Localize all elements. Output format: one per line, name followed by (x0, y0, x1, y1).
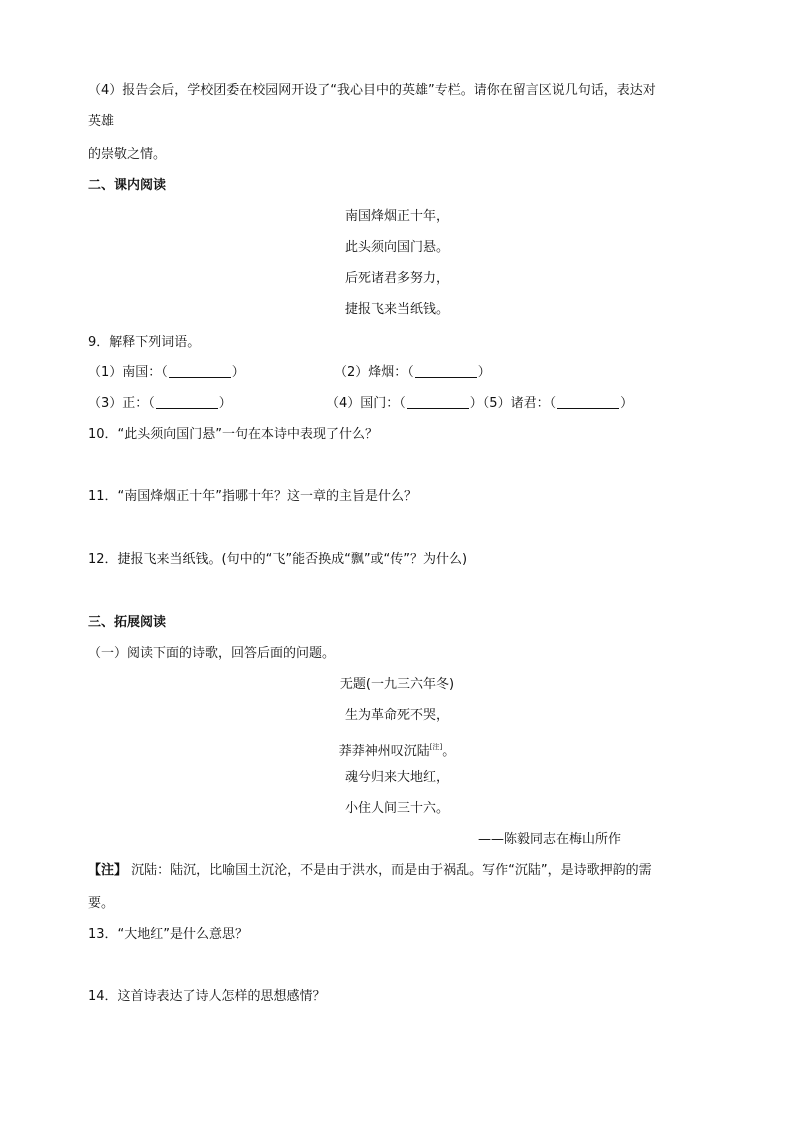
q10: 10．“此头须向国门悬”一句在本诗中表现了什么？ (88, 427, 379, 442)
note-line2: 要。 (88, 896, 115, 911)
poem-line: 小住人间三十六。 (344, 801, 449, 816)
q12: 12．捷报飞来当纸钱。(句中的“飞”能否换成“飘”或“传”？为什么) (88, 552, 468, 567)
poem-line: 南国烽烟正十年， (344, 209, 449, 224)
q9-item-4-5: （4）国门：（ ）（5）诸君：（ ） (326, 396, 634, 411)
section3-sub: （一）阅读下面的诗歌，回答后面的问题。 (88, 646, 336, 661)
poem-line: 捷报飞来当纸钱。 (344, 302, 449, 317)
q14: 14．这首诗表达了诗人怎样的思想感情？ (88, 989, 326, 1004)
answer-blank[interactable] (169, 365, 231, 378)
q8-4-line1: （4）报告会后，学校团委在校园网开设了“我心目中的英雄”专栏。请你在留言区说几句话，表达对 (88, 83, 656, 98)
q8-4-line2: 英雄 (88, 114, 115, 129)
q13: 13．“大地红”是什么意思？ (88, 927, 249, 942)
poem-line: 生为革命死不哭， (344, 708, 449, 723)
note-mark: [注] (429, 743, 443, 751)
q9-item-1: （1）南国：（ ） (88, 365, 245, 380)
q11: 11．“南国烽烟正十年”指哪十年？这一章的主旨是什么？ (88, 489, 418, 504)
q8-4-line3: 的崇敬之情。 (88, 147, 167, 162)
q9-stem: 9．解释下列词语。 (88, 335, 201, 350)
q9-item-3: （3）正：（ ） (88, 396, 232, 411)
answer-blank[interactable] (407, 396, 469, 409)
note-line1: 【注】 沉陆：陆沉，比喻国土沉沦，不是由于洪水，而是由于祸乱。写作“沉陆”，是诗歌押韵的需 (88, 863, 652, 878)
poem-line: 后死诸君多努力， (344, 271, 449, 286)
section-heading-extended: 三、拓展阅读 (88, 615, 167, 630)
answer-blank[interactable] (415, 365, 477, 378)
poem-title: 无题(一九三六年冬) (339, 677, 455, 692)
poem-line: 莽莽神州叹沉陆[注]。 (338, 743, 456, 759)
section-heading-in-class: 二、课内阅读 (88, 178, 167, 193)
q9-item-2: （2）烽烟：（ ） (334, 365, 491, 380)
poem-author: ——陈毅同志在梅山所作 (478, 832, 622, 847)
poem-line: 魂兮归来大地红， (344, 770, 449, 785)
poem-line: 此头须向国门悬。 (344, 240, 449, 255)
answer-blank[interactable] (557, 396, 619, 409)
answer-blank[interactable] (156, 396, 218, 409)
